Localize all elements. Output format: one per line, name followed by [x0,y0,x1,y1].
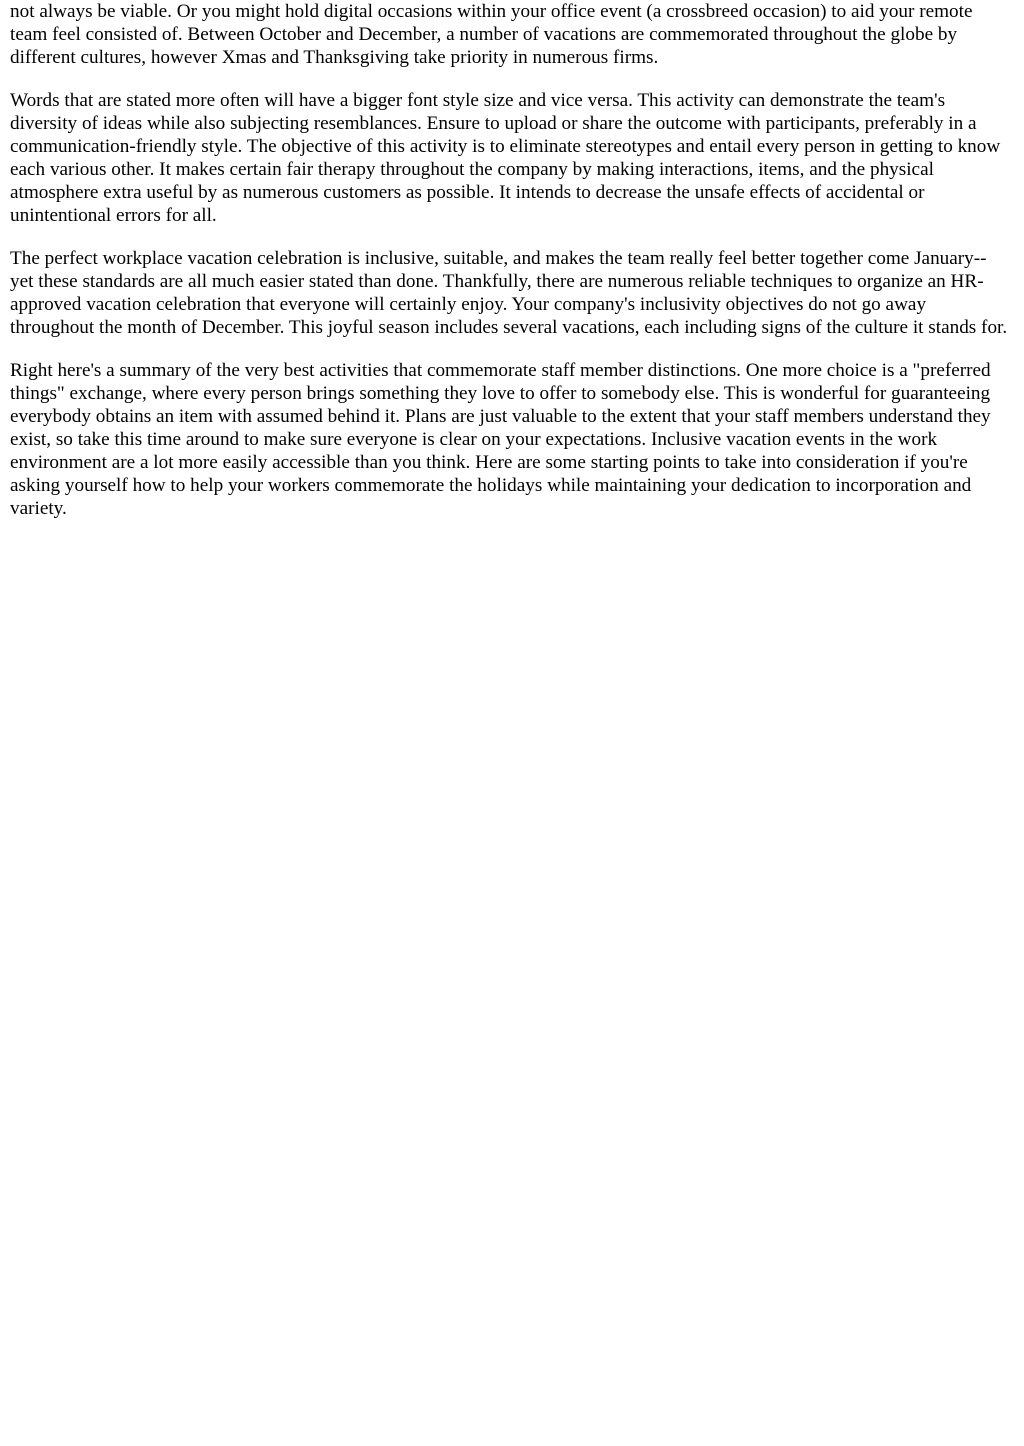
paragraph-1: not always be viable. Or you might hold digital occasions within your office event (a crossbreed occasion) to aid your remote team feel consisted of. Between October and December, a number of vacations are commemorated throughout the globe by different cultures, however Xmas and Thanksgiving take priority in numerous firms. [10,1,973,68]
paragraph-3: The perfect workplace vacation celebration is inclusive, suitable, and makes the team really feel better together come January-- yet these standards are all much easier stated than done. Thankfully, there are numerous reliable techniques to organize an HR-approved vacation celebration that everyone will certainly enjoy. Your company's inclusivity objectives do not go away throughout the month of December. This joyful season includes several vacations, each including signs of the culture it stands for. [10,248,1008,338]
paragraph-2: Words that are stated more often will have a bigger font style size and vice versa. This activity can demonstrate the team's diversity of ideas while also subjecting resemblances. Ensure to upload or share the outcome with participants, preferably in a communication-friendly style. The objective of this activity is to eliminate stereotypes and entail every person in getting to know each various other. It makes certain fair therapy throughout the company by making interactions, items, and the physical atmosphere extra useful by as numerous customers as possible. It intends to decrease the unsafe effects of accidental or unintentional errors for all. [10,90,1001,226]
article-body [0,0,1024,520]
paragraph-4: Right here's a summary of the very best activities that commemorate staff member distinctions. One more choice is a "preferred things" exchange, where every person brings something they love to offer to somebody else. This is wonderful for guaranteeing everybody obtains an item with assumed behind it. Plans are just valuable to the extent that your staff members understand they exist, so take this time around to make sure everyone is clear on your expectations. Inclusive vacation events in the work environment are a lot more easily accessible than you think. Here are some starting points to take into consideration if you're asking yourself how to help your workers commemorate the holidays while maintaining your dedication to incorporation and variety. [10,360,991,519]
